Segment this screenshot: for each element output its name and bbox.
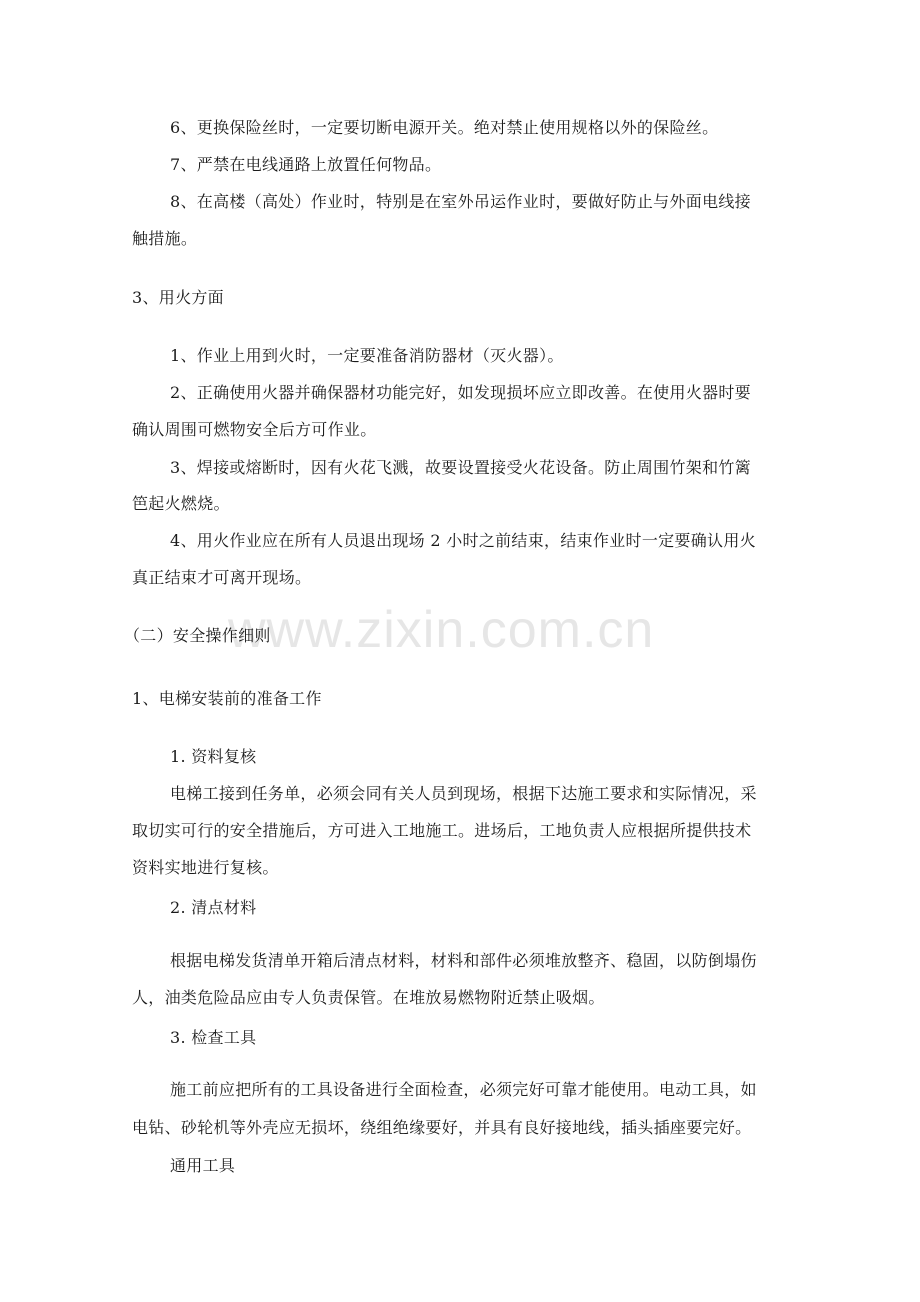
subsection-heading: 1. 资料复核 — [170, 747, 257, 766]
paragraph-line: 4、用火作业应在所有人员退出现场 2 小时之前结束，结束作业时一定要确认用火 — [170, 531, 756, 550]
paragraph-line: 7、严禁在电线通路上放置任何物品。 — [170, 155, 442, 174]
section-heading: （二）安全操作细则 — [124, 626, 271, 645]
paragraph-line: 人，油类危险品应由专人负责保管。在堆放易燃物附近禁止吸烟。 — [132, 988, 605, 1007]
paragraph-line: 真正结束才可离开现场。 — [132, 568, 312, 587]
paragraph-line: 通用工具 — [170, 1156, 236, 1175]
paragraph-line: 2、正确使用火器并确保器材功能完好，如发现损坏应立即改善。在使用火器时要 — [170, 383, 751, 402]
paragraph-line: 电梯工接到任务单，必须会同有关人员到现场，根据下达施工要求和实际情况，采 — [170, 784, 757, 803]
paragraph-line: 触措施。 — [132, 229, 198, 248]
paragraph-line: 8、在高楼（高处）作业时，特别是在室外吊运作业时，要做好防止与外面电线接 — [170, 192, 751, 211]
section-heading: 3、用火方面 — [132, 288, 224, 307]
paragraph-line: 3、焊接或熔断时，因有火花飞溅，故要设置接受火花设备。防止周围竹架和竹篱 — [170, 458, 751, 477]
paragraph-line: 取切实可行的安全措施后，方可进入工地施工。进场后，工地负责人应根据所提供技术 — [132, 821, 752, 840]
paragraph-line: 根据电梯发货清单开箱后清点材料，材料和部件必须堆放整齐、稳固，以防倒塌伤 — [170, 951, 757, 970]
paragraph-line: 电钻、砂轮机等外壳应无损坏，绕组绝缘要好，并具有良好接地线，插头插座要完好。 — [132, 1118, 752, 1137]
paragraph-line: 资料实地进行复核。 — [132, 858, 279, 877]
paragraph-line: 6、更换保险丝时，一定要切断电源开关。绝对禁止使用规格以外的保险丝。 — [170, 118, 719, 137]
watermark: www.zixin.com.cn — [228, 601, 655, 659]
paragraph-line: 1、作业上用到火时，一定要准备消防器材（灭火器）。 — [170, 346, 564, 365]
paragraph-line: 施工前应把所有的工具设备进行全面检查，必须完好可靠才能使用。电动工具，如 — [170, 1080, 757, 1099]
section-heading: 1、电梯安装前的准备工作 — [132, 689, 322, 708]
paragraph-line: 确认周围可燃物安全后方可作业。 — [132, 420, 377, 439]
subsection-heading: 3. 检查工具 — [170, 1028, 257, 1047]
paragraph-line: 笆起火燃烧。 — [132, 494, 230, 513]
subsection-heading: 2. 清点材料 — [170, 898, 257, 917]
